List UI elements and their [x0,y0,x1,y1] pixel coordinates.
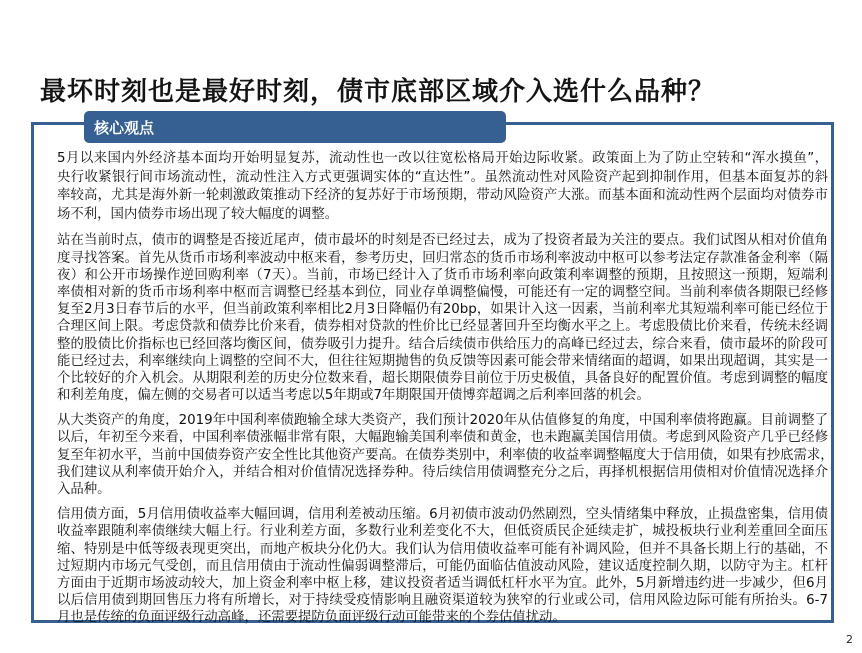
paragraph-line: 复至年初水平，当前中国债券资产安全性比其他资产要高。在债券类别中，利率债的收益率调整幅度大于信用债，如果有抄底需求， [57,447,834,463]
paragraph-line: 合理区间上限。考虑贷款和债券比价来看，债券相对贷款的性价比已经显著回升至均衡水平之上。考虑股债比价来看，传统未经调 [57,319,828,335]
paragraph-line: 以后信用债到期回售压力将有所增长，对于持续受疫情影响且融资渠道较为狭窄的行业或公司，信用风险边际可能有所抬头。6-7 [57,593,828,609]
paragraph-line: 方面由于近期市场波动较大，加上资金利率中枢上移，建议投资者适当调低杠杆水平为宜。此外，5月新增违约进一步减少，但6月 [57,575,828,591]
paragraph [57,412,834,498]
paragraph-line: 能已经过去，利率继续向上调整的空间不大，但往往短期抛售的负反馈等因素可能会带来情绪面的超调，如果出现超调，其实是一 [57,353,828,369]
paragraph-line: 整的股债比价指标也已经回落均衡区间，债券吸引力提升。结合后续债市供给压力的高峰已经过去，综合来看，债市最坏的阶段可 [57,336,828,352]
paragraph [57,232,828,404]
paragraph-line: 率债相对新的货币市场利率中枢而言调整已经基本到位，同业存单调整偏慢，可能还有一定的调整空间。当前利率债各期限已经修 [57,284,828,300]
paragraph-line: 月也是传统的负面评级行动高峰，还需要提防负面评级行动可能带来的个券估值扰动。 [57,610,566,626]
paragraph-line: 复至2月3日春节后的水平，但当前政策利率相比2月3日降幅仍有20bp，如果计入这一因素，当前利率尤其短端利率可能已经位于 [57,302,828,318]
paragraph-line: 我们建议从利率债开始介入，并结合相对价值情况选择券种。待后续信用债调整充分之后，再择机根据信用债相对价值情况选择介 [57,464,828,480]
page-number: 2 [846,633,853,646]
paragraph-line: 场不利，国内债券市场出现了较大幅度的调整。 [57,206,339,222]
paragraph-line: 央行收紧银行间市场流动性，流动性注入方式更强调实体的“直达性”。虽然流动性对风险资产起到抑制作用，但基本面复苏的斜 [57,169,828,185]
paragraph-line: 5月以来国内外经济基本面均开始明显复苏，流动性也一改以往宽松格局开始边际收紧。政策面上为了防止空转和“浑水摸鱼”， [57,151,828,166]
paragraph-line: 站在当前时点，债市的调整是否接近尾声，债市最坏的时刻是否已经过去，成为了投资者最为关注的要点。我们试图从相对价值角 [57,233,828,249]
paragraph [57,506,828,626]
paragraph-line: 信用债方面，5月信用债收益率大幅回调，信用利差被动压缩。6月初债市波动仍然剧烈，空头情绪集中释放，止损盘密集，信用债 [57,507,828,523]
paragraph-line: 过短期内市场元气受创，而且信用债由于流动性偏弱调整滞后，可能仍面临估值波动风险，建议适度控制久期，以防守为主。杠杆 [57,558,828,574]
section-label: 核心观点 [94,119,155,137]
paragraph-line: 夜）和公开市场操作逆回购利率（7天）。当前，市场已经计入了货币市场利率向政策利率调整的预期，且按照这一预期，短端利 [57,267,828,283]
core-views-body [57,150,834,635]
paragraph-line: 缩、特别是中低等级表现更突出，而地产板块分化仍大。我们认为信用债收益率可能有补调风险，但并不具备长期上行的基础，不 [57,541,828,557]
paragraph-line: 从大类资产的角度，2019年中国利率债跑输全球大类资产，我们预计2020年从估值修复的角度，中国利率债将跑赢。目前调整了 [57,413,828,429]
section-header [84,111,506,143]
paragraph-line: 收益率跟随利率债继续大幅上行。行业利差方面，多数行业利差变化不大，但低资质民企延续走扩，城投板块行业利差重回全面压 [57,524,828,540]
paragraph-line: 率较高，尤其是海外新一轮刺激政策推动下经济的复苏好于市场预期，带动风险资产大涨。而基本面和流动性两个层面均对债券市 [57,188,828,204]
paragraph-line: 个比较好的介入机会。从期限利差的历史分位数来看，超长期限债券目前位于历史极值，具备良好的配置价值。考虑到调整的幅度 [57,370,828,386]
paragraph-line: 度寻找答案。首先从货币市场利率波动中枢来看，参考历史，回归常态的货币市场利率波动中枢可以参考法定存款准备金利率（隔 [57,250,828,266]
paragraph [57,150,828,224]
paragraph-line: 入品种。 [57,482,111,497]
paragraph-line: 和利差角度，偏左侧的交易者可以适当考虑以5年期或7年期限国开债博弈超调之后利率回落的机会。 [57,388,650,404]
paragraph-line: 以后，年初至今来看，中国利率债涨幅非常有限，大幅跑输美国利率债和黄金，也未跑赢美国信用债。考虑到风险资产几乎已经修 [57,430,828,446]
slide-title: 最坏时刻也是最好时刻，债市底部区域介入选什么品种？ [40,77,716,107]
